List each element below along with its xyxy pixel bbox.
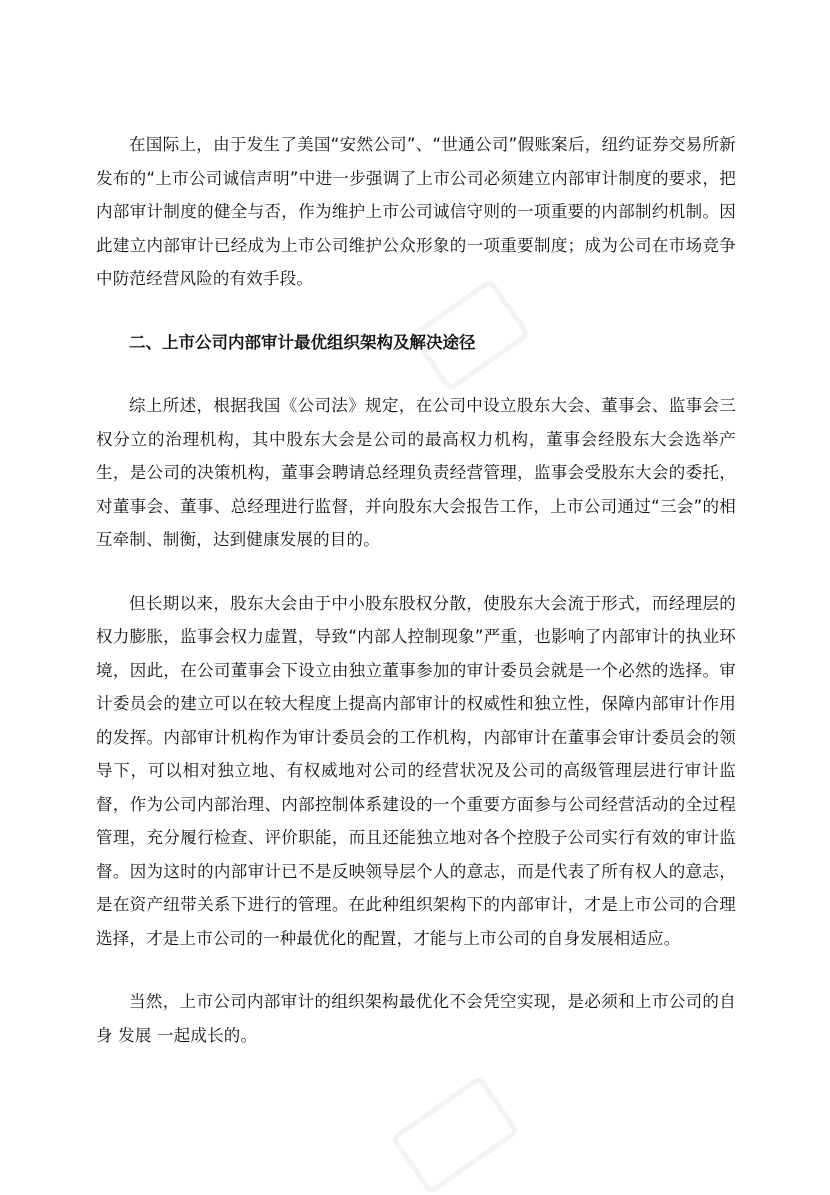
watermark-stamp [390, 1075, 520, 1195]
paragraph-conclusion: 当然，上市公司内部审计的组织架构最优化不会凭空实现，是必须和上市公司的自身 发展 一起成长的。 [96, 992, 736, 1045]
paragraph-international-context: 在国际上，由于发生了美国“安然公司”、“世通公司”假账案后，纽约证券交易所新发布的“上市公司诚信声明”中进一步强调了上市公司必须建立内部审计制度的要求，把内部审计制度的健全与否，作为维护上市公司诚信守则的一项重要的内部制约机制。因此建立内部审计已经成为上市公司维护公众形象的一项重要制度；成为公司在市场竞争中防范经营风险的有效手段。 [96, 135, 736, 288]
section-heading-2: 二、上市公司内部审计最优组织架构及解决途径 [129, 332, 476, 352]
paragraph-company-law: 综上所述，根据我国《公司法》规定，在公司中设立股东大会、董事会、监事会三权分立的治理机构，其中股东大会是公司的最高权力机构，董事会经股东大会选举产生，是公司的决策机构，董事会聘请总经理负责经营管理，监事会受股东大会的委托，对董事会、董事、总经理进行监督，并向股东大会报告工作，上市公司通过“三会”的相互牵制、制衡，达到健康发展的目的。 [96, 396, 736, 549]
document-body [96, 128, 736, 1052]
paragraph-audit-committee: 但长期以来，股东大会由于中小股东股权分散，使股东大会流于形式，而经理层的权力膨胀，监事会权力虚置，导致“内部人控制现象”严重，也影响了内部审计的执业环境，因此，在公司董事会下设立由独立董事参加的审计委员会就是一个必然的选择。审计委员会的建立可以在较大程度上提高内部审计的权威性和独立性，保障内部审计作用的发挥。内部审计机构作为审计委员会的工作机构，内部审计在董事会审计委员会的领导下，可以相对独立地、有权威地对公司的经营状况及公司的高级管理层进行审计监督，作为公司内部治理、内部控制体系建设的一个重要方面参与公司经营活动的全过程管理，充分履行检查、评价职能，而且还能独立地对各个控股子公司实行有效的审计监督。因为这时的内部审计已不是反映领导层个人的意志，而是代表了所有权人的意志，是在资产纽带关系下进行的管理。在此种组织架构下的内部审计，才是上市公司的合理选择，才是上市公司的一种最优化的配置，才能与上市公司的自身发展相适应。 [96, 593, 736, 948]
